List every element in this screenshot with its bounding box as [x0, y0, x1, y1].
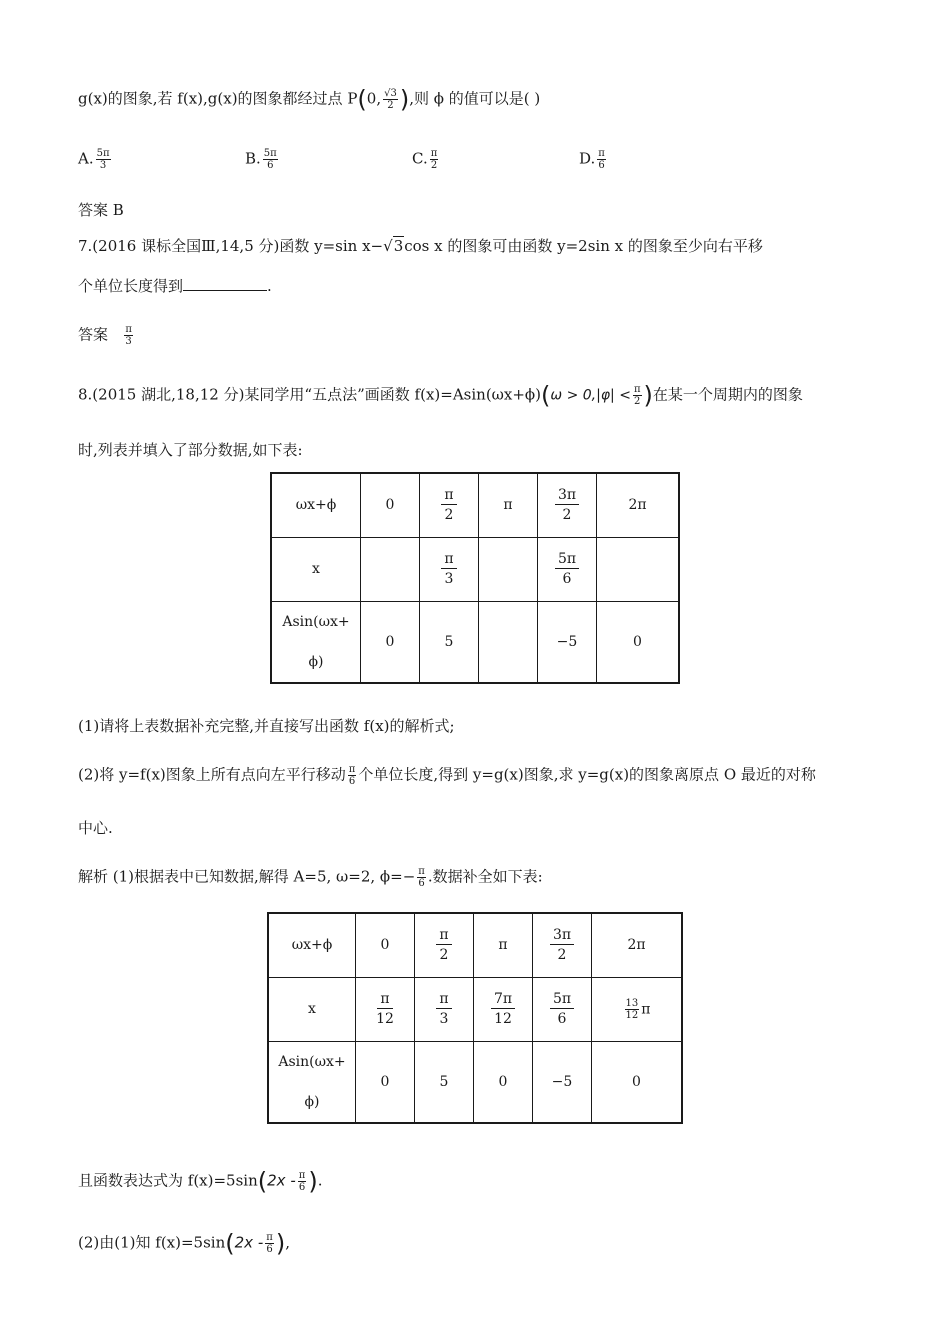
- table-cell: $\frac{13}{12}$ π: [592, 977, 683, 1041]
- q8-data-table: [270, 472, 680, 684]
- table-cell: 2π: [597, 473, 680, 537]
- solution-expression: 且函数表达式为 f(x)=5sin(2x - $\frac{\pi}{6}$ ).: [78, 1167, 323, 1196]
- table-cell: $\frac{\pi}{2}$: [420, 473, 479, 537]
- table-cell: $\frac{\pi}{3}$: [420, 537, 479, 601]
- table-cell: x: [271, 537, 361, 601]
- q7-answer: 答案 $\frac{\pi}{3}$: [78, 324, 132, 347]
- table-cell: x: [268, 977, 356, 1041]
- solution-line1: 解析 (1)根据表中已知数据,解得 A=5, ω=2, ϕ=− $\frac{\pi}{6}$ .数据补全如下表:: [78, 866, 543, 889]
- table-cell: 2π: [592, 913, 683, 977]
- q7-answer-blank: [183, 276, 267, 291]
- q8-part2-line2: 中心.: [78, 819, 113, 837]
- table-cell: −5: [533, 1041, 592, 1123]
- table-cell: $\frac{5\pi}{6}$: [533, 977, 592, 1041]
- q6-option-c: C. $\frac{\pi}{2}$: [412, 148, 438, 171]
- q7-stem-line2: 个单位长度得到 .: [78, 277, 272, 295]
- table-cell: 0: [597, 601, 680, 683]
- table-cell: 0: [361, 601, 420, 683]
- solution-part2: (2)由(1)知 f(x)=5sin(2x - $\frac{\pi}{6}$ ),: [78, 1229, 290, 1258]
- table-cell: $\frac{3\pi}{2}$: [538, 473, 597, 537]
- table-cell: $\frac{\pi}{2}$: [415, 913, 474, 977]
- table-cell: $\frac{\pi}{3}$: [415, 977, 474, 1041]
- q8-part2-line1: (2)将 y=f(x)图象上所有点向左平行移动 $\frac{\pi}{6}$ 个单位长度,得到 y=g(x)图象,求 y=g(x)的图象离原点 O 最近的对称: [78, 764, 816, 787]
- table-cell: [597, 537, 680, 601]
- q8-stem-line2: 时,列表并填入了部分数据,如下表:: [78, 441, 303, 459]
- table-cell: 5: [415, 1041, 474, 1123]
- table-cell: π: [479, 473, 538, 537]
- table-cell: ωx+ϕ: [271, 473, 361, 537]
- table-cell: 0: [356, 913, 415, 977]
- table-cell: $\frac{5\pi}{6}$: [538, 537, 597, 601]
- q6-stem: g(x)的图象,若 f(x),g(x)的图象都经过点 P(0, $\frac{√3}{2}$ ),则 ϕ 的值可以是( ): [78, 85, 541, 114]
- table-cell: Asin(ωx+ ϕ): [271, 601, 361, 683]
- table-cell: 0: [474, 1041, 533, 1123]
- table-cell: $\frac{7\pi}{12}$: [474, 977, 533, 1041]
- table-cell: ωx+ϕ: [268, 913, 356, 977]
- table-cell: −5: [538, 601, 597, 683]
- solution-data-table: [267, 912, 683, 1124]
- table-cell: $\frac{\pi}{12}$: [356, 977, 415, 1041]
- q8-stem-line1: 8.(2015 湖北,18,12 分)某同学用“五点法”画函数 f(x)=Asin(ωx+ϕ)(ω > 0,|φ| < $\frac{\pi}{2}$ )在某一个周期内的图象: [78, 381, 803, 410]
- table-cell: 0: [361, 473, 420, 537]
- table-cell: 5: [420, 601, 479, 683]
- table-cell: 0: [592, 1041, 683, 1123]
- table-cell: [479, 537, 538, 601]
- table-cell: π: [474, 913, 533, 977]
- table-cell: [479, 601, 538, 683]
- q6-option-a: A. $\frac{5\pi}{3}$: [78, 148, 110, 171]
- q7-stem-line1: 7.(2016 课标全国Ⅲ,14,5 分)函数 y=sin x−√3cos x 的图象可由函数 y=2sin x 的图象至少向右平移: [78, 237, 763, 255]
- table-cell: $\frac{3\pi}{2}$: [533, 913, 592, 977]
- q6-answer: 答案 B: [78, 201, 124, 219]
- q6-option-d: D. $\frac{\pi}{6}$: [579, 148, 605, 171]
- table-cell: [361, 537, 420, 601]
- q8-part1: (1)请将上表数据补充完整,并直接写出函数 f(x)的解析式;: [78, 717, 455, 735]
- table-cell: 0: [356, 1041, 415, 1123]
- q6-point-fraction: $\frac{√3}{2}$: [384, 88, 397, 111]
- table-cell: Asin(ωx+ ϕ): [268, 1041, 356, 1123]
- q6-option-b: B. $\frac{5\pi}{6}$: [245, 148, 277, 171]
